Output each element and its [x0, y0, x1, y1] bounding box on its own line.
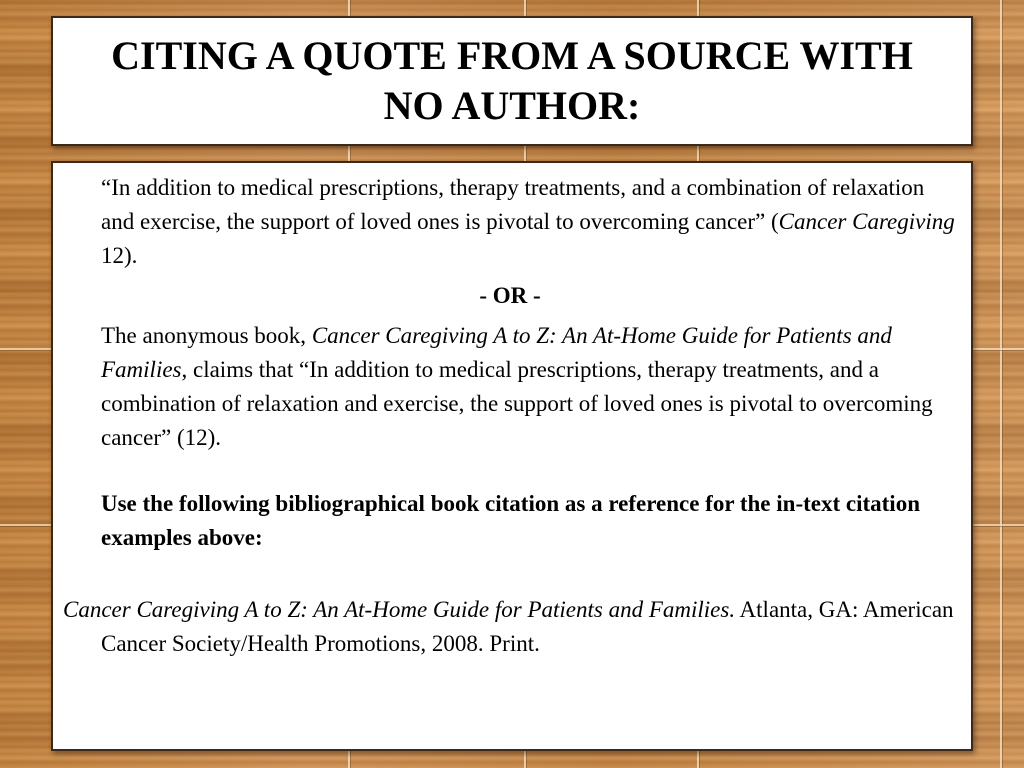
example2-text: , claims that “In addition to medical prescriptions, therapy treatments, and a combination of relaxation and exercise, the support of loved ones is pivotal to overcoming cancer” (12).	[101, 357, 933, 450]
example1-text: “In addition to medical prescriptions, therapy treatments, and a combination of relaxation and exercise, the support of loved ones is pivotal to overcoming cancer” (	[101, 175, 925, 234]
slide-content	[63, 171, 957, 661]
example2-lead: The anonymous book,	[101, 323, 312, 348]
example1-page: 12).	[101, 243, 138, 268]
example2-book-title: Cancer Caregiving A to Z: An At-Home Guide for Patients and Families	[101, 323, 892, 382]
bibliographic-citation	[63, 593, 957, 661]
title-panel	[51, 16, 973, 146]
wood-seam	[1000, 0, 1002, 768]
example-citation-signal-phrase	[63, 319, 957, 455]
content-panel	[51, 161, 973, 751]
instruction-text: Use the following bibliographical book citation as a reference for the in-text citation examples above:	[101, 491, 920, 550]
example1-source: Cancer Caregiving	[778, 209, 955, 234]
citation-title: Cancer Caregiving A to Z: An At-Home Guide for Patients and Families.	[63, 597, 736, 622]
citation-publication: Atlanta, GA: American Cancer Society/Health Promotions, 2008. Print.	[101, 597, 954, 656]
or-separator: - OR -	[479, 283, 541, 308]
example-citation-parenthetical	[63, 171, 957, 273]
slide-title: CITING A QUOTE FROM A SOURCE WITH NO AUTHOR:	[111, 33, 913, 128]
